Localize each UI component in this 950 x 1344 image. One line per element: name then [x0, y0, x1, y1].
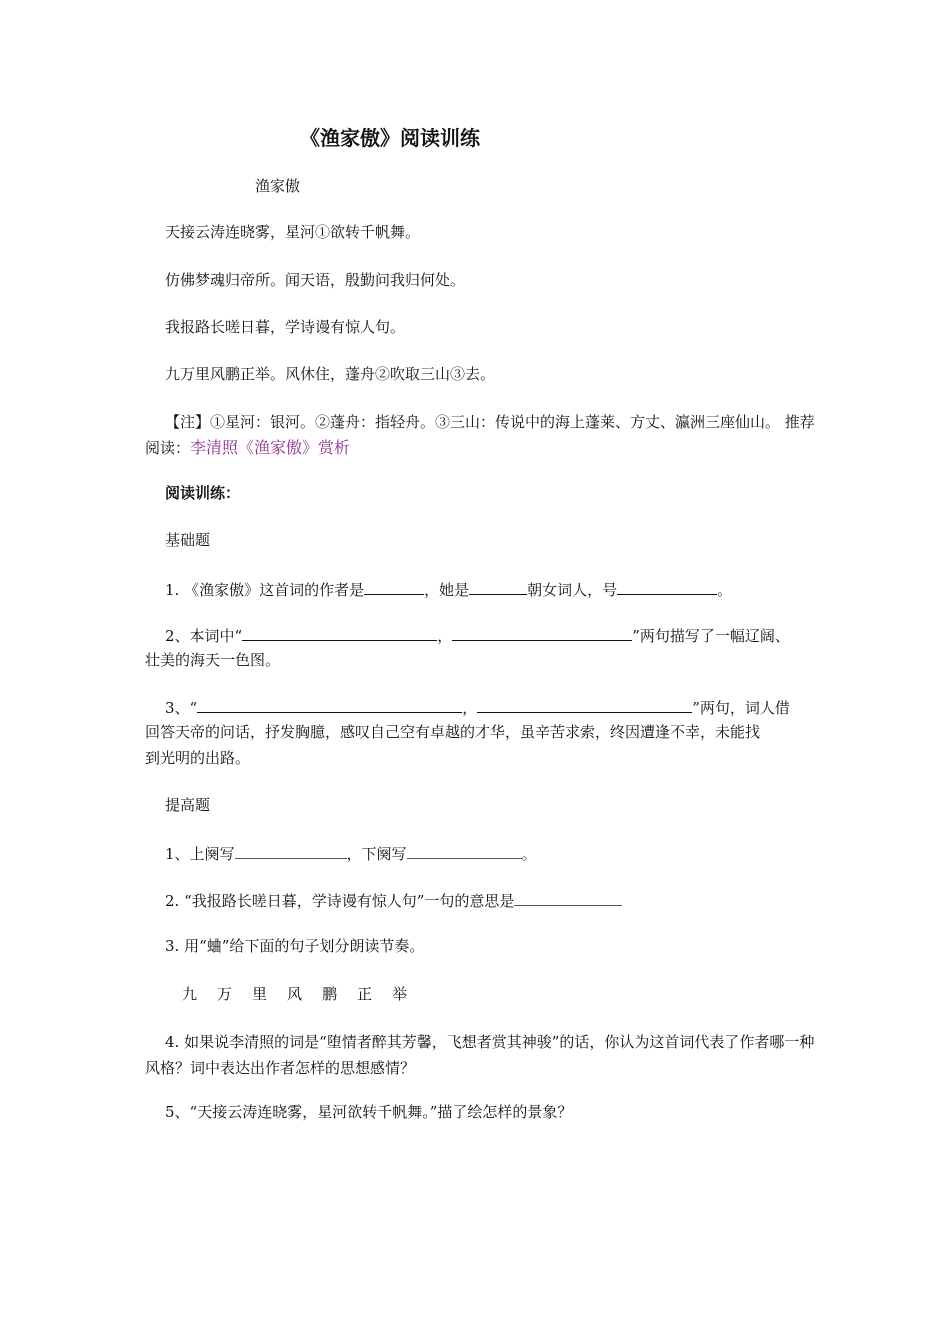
poem-line-4: 九万里风鹏正举。风休住，蓬舟②吹取三山③去。	[165, 365, 496, 383]
basic-question-3	[165, 696, 790, 718]
rhythm-sentence	[182, 984, 427, 1004]
adv-q2-text-a: 2. “我报路长嗟日暮，学诗谩有惊人句”一句的意思是	[165, 892, 515, 910]
basic-q1-text-a: 1. 《渔家傲》这首词的作者是	[165, 581, 365, 599]
annotation-note	[145, 409, 815, 461]
page-title: 《渔家傲》阅读训练	[300, 126, 480, 150]
adv-q1-text-a: 1、上阕写	[165, 845, 235, 863]
poem-line-1: 天接云涛连晓雾，星河①欲转千帆舞。	[165, 223, 421, 241]
verse-blank-3[interactable]	[197, 696, 462, 713]
recommended-reading-link[interactable]: 李清照《渔家傲》赏析	[190, 438, 351, 457]
basic-q2-text-b: ”两句描写了一幅辽阔、	[632, 627, 790, 645]
advanced-question-3: 3. 用“蛐”给下面的句子划分朗读节奏。	[165, 937, 425, 955]
advanced-question-5: 5、“天接云涛连晓雾，星河欲转千帆舞。”描了绘怎样的景象？	[165, 1103, 573, 1121]
advanced-heading: 提高题	[165, 796, 211, 814]
rhythm-char: 里	[252, 985, 268, 1003]
adv-q1-text-c: 。	[521, 845, 537, 863]
note-text: 【注】①星河：银河。②蓬舟：指轻舟。③三山：传说中的海上蓬莱、方丈、瀛洲三座仙山。 推荐阅读：	[145, 413, 815, 457]
basic-question-1	[165, 578, 732, 600]
verse-blank-2[interactable]	[452, 624, 632, 641]
author-blank[interactable]	[364, 578, 424, 595]
adv-q1-text-b: ，下阕写	[346, 845, 407, 863]
rhythm-char: 风	[287, 985, 303, 1003]
lower-stanza-blank[interactable]	[407, 842, 522, 859]
verse-blank-1[interactable]	[242, 624, 437, 641]
training-heading: 阅读训练：	[165, 484, 241, 502]
rhythm-char: 九	[182, 985, 198, 1003]
basic-q1-text-b: ，她是	[424, 581, 470, 599]
poem-heading: 渔家傲	[255, 177, 301, 195]
basic-question-3-cont-1: 回答天帝的问话，抒发胸臆，感叹自己空有卓越的才华，虽辛苦求索，终因遭逢不幸，未能找	[145, 723, 761, 741]
basic-heading: 基础题	[165, 531, 211, 549]
advanced-question-1	[165, 842, 537, 864]
pen-name-blank[interactable]	[617, 578, 717, 595]
rhythm-char: 举	[392, 985, 408, 1003]
basic-question-2	[165, 624, 790, 646]
meaning-blank[interactable]	[514, 889, 622, 906]
basic-q1-text-c: 朝女词人，号	[527, 581, 618, 599]
basic-q2-text-a: 2、本词中“	[165, 627, 243, 645]
rhythm-char: 万	[217, 985, 233, 1003]
basic-q3-comma: ，	[462, 699, 478, 717]
poem-line-3: 我报路长嗟日暮，学诗谩有惊人句。	[165, 318, 406, 336]
upper-stanza-blank[interactable]	[235, 842, 347, 859]
advanced-question-2	[165, 889, 622, 911]
verse-blank-4[interactable]	[477, 696, 692, 713]
poem-line-2: 仿佛梦魂归帝所。闻天语，殷勤问我归何处。	[165, 271, 466, 289]
basic-q2-comma: ，	[437, 627, 453, 645]
advanced-question-4: 4. 如果说李清照的词是“堕情者醉其芳馨，飞想者赏其神骏”的话，你认为这首词代表了作者哪一种风格？词中表达出作者怎样的思想感情？	[145, 1033, 815, 1077]
rhythm-char: 正	[357, 985, 373, 1003]
rhythm-char: 鹏	[322, 985, 338, 1003]
basic-q3-text-a: 3、“	[165, 699, 198, 717]
basic-question-3-cont-2: 到光明的出路。	[145, 749, 251, 767]
basic-q1-text-d: 。	[717, 581, 733, 599]
dynasty-blank[interactable]	[469, 578, 527, 595]
basic-q3-text-b: ”两句，词人借	[692, 699, 790, 717]
basic-question-2-cont: 壮美的海天一色图。	[145, 651, 281, 669]
